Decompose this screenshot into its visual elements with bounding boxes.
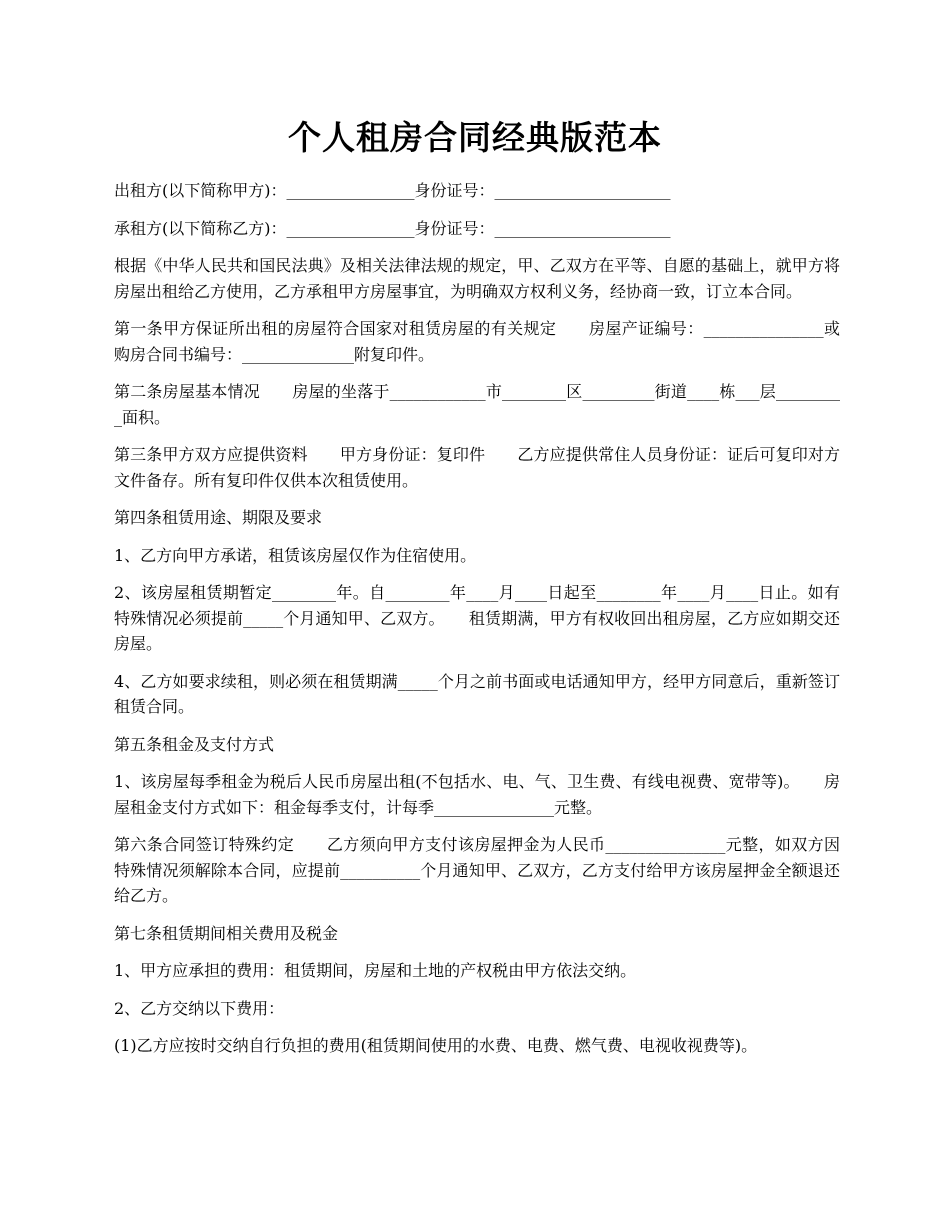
clause-article-2: 第二条房屋基本情况 房屋的坐落于____________市________区_________街道____栋___层_________面积。 xyxy=(114,382,840,427)
clause-article-4-item-4: 4、乙方如要求续租，则必须在租赁期满_____个月之前书面或电话通知甲方，经甲方同意后，重新签订租赁合同。 xyxy=(114,671,840,716)
clause-article-5-item-1: 1、该房屋每季租金为税后人民币房屋出租(不包括水、电、气、卫生费、有线电视费、宽带等)。 房屋租金支付方式如下：租金每季支付，计每季_______________元整。 xyxy=(114,772,840,817)
clause-preamble: 根据《中华人民共和国民法典》及相关法律法规的规定，甲、乙双方在平等、自愿的基础上，就甲方将房屋出租给乙方使用，乙方承租甲方房屋事宜，为明确双方权利义务，经协商一致，订立本合同。 xyxy=(114,256,840,301)
clause-article-7-item-2: 2、乙方交纳以下费用： xyxy=(114,998,285,1018)
clause-article-4-item-2: 2、该房屋租赁期暂定________年。自________年____月____日起至________年____月____日止。如有特殊情况必须提前_____个月通知甲、乙双方。 租赁期满，甲方有权收回出租房屋，乙方应如期交还房屋。 xyxy=(114,583,840,653)
clause-article-7-heading: 第七条租赁期间相关费用及税金 xyxy=(114,923,339,943)
clause-article-7-item-2-1: (1)乙方应按时交纳自行负担的费用(租赁期间使用的水费、电费、燃气费、电视收视费等)。 xyxy=(114,1036,758,1055)
document-title: 个人租房合同经典版范本 xyxy=(288,118,662,157)
clause-article-3: 第三条甲方双方应提供资料 甲方身份证：复印件 乙方应提供常住人员身份证：证后可复印对方文件备存。所有复印件仅供本次租赁使用。 xyxy=(114,445,840,490)
clause-lessee-info: 承租方(以下简称乙方)：________________身份证号：______________________ xyxy=(114,218,671,238)
clause-article-4-heading: 第四条租赁用途、期限及要求 xyxy=(114,508,323,527)
clause-article-6: 第六条合同签订特殊约定 乙方须向甲方支付该房屋押金为人民币_______________元整，如双方因特殊情况须解除本合同，应提前__________个月通知甲、乙双方，乙方支付给甲方该房屋押金全额退还给乙方。 xyxy=(114,835,840,905)
clause-article-7-item-1: 1、甲方应承担的费用：租赁期间，房屋和土地的产权税由甲方依法交纳。 xyxy=(114,961,637,980)
clause-article-1: 第一条甲方保证所出租的房屋符合国家对租赁房屋的有关规定 房屋产证编号：_______________或购房合同书编号：______________附复印件。 xyxy=(114,319,840,364)
clause-lessor-info: 出租方(以下简称甲方)：________________身份证号：______________________ xyxy=(114,181,671,200)
clause-article-5-heading: 第五条租金及支付方式 xyxy=(114,734,275,754)
clause-article-4-item-1: 1、乙方向甲方承诺，租赁该房屋仅作为住宿使用。 xyxy=(114,545,477,565)
document-body xyxy=(114,178,840,1071)
